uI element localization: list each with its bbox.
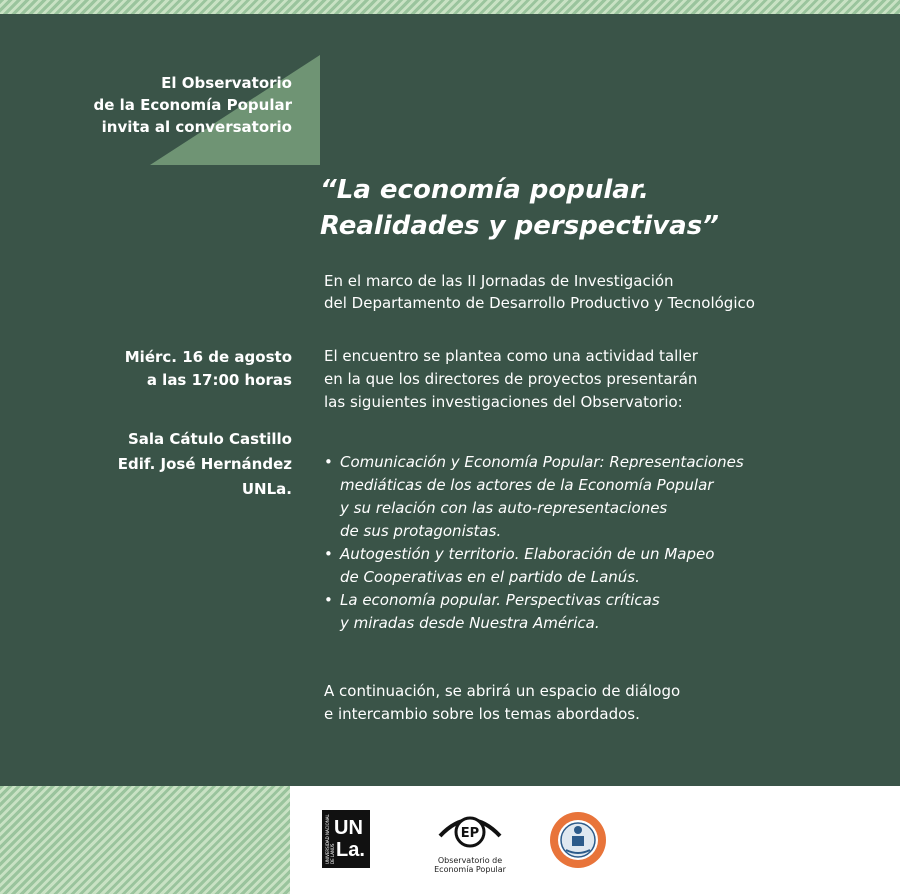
logo-footer [290,786,900,894]
closing-text [324,680,884,726]
location-line: Sala Cátulo Castillo [127,430,292,448]
location-line: Edif. José Hernández [117,455,292,473]
event-date-time [60,346,292,392]
invite-line: invita al conversatorio [101,118,292,136]
date-line: Miérc. 16 de agosto [124,348,292,366]
description-line: en la que los directores de proyectos presentarán [324,370,698,388]
closing-line: e intercambio sobre los temas abordados. [324,705,640,723]
observatorio-logo [410,806,530,886]
research-item [324,543,884,589]
research-item [324,589,884,635]
event-location [60,427,292,502]
unla-logo-side-text: UNIVERSIDAD NACIONAL DE LANÚS [325,814,335,864]
research-item [324,451,884,543]
research-line: Autogestión y territorio. Elaboración de un Mapeo [340,545,715,563]
framework-line: En el marco de las II Jornadas de Investigación [324,272,674,290]
bottom-decorative-stripe [0,786,290,894]
research-line: mediáticas de los actores de la Economía Popular [340,476,714,494]
research-line: de sus protagonistas. [340,522,502,540]
ep-caption: Observatorio de [437,856,503,865]
description-line: El encuentro se plantea como una actividad taller [324,347,698,365]
bullet-icon: • [324,453,333,471]
event-framework [324,270,884,314]
framework-line: del Departamento de Desarrollo Productivo y Tecnológico [324,294,755,312]
unla-logo-top: UN [334,817,363,839]
bullet-icon: • [324,591,333,609]
invite-line: El Observatorio [161,74,292,92]
ep-caption: Economía Popular [434,865,506,874]
invite-line: de la Economía Popular [93,96,292,114]
unla-logo-bottom: La. [336,839,365,861]
event-description [324,345,884,414]
research-line: La economía popular. Perspectivas críticas [340,591,660,609]
location-line: UNLa. [241,480,292,498]
unla-logo [322,810,370,868]
top-decorative-stripe [0,0,900,14]
research-list [324,451,884,635]
closing-line: A continuación, se abrirá un espacio de diálogo [324,682,681,700]
title-line: “La economía popular. [320,175,649,205]
research-line: y miradas desde Nuestra América. [340,614,600,632]
event-title [320,172,880,244]
seal-logo-icon [548,810,608,870]
time-line: a las 17:00 horas [146,371,292,389]
eye-icon [410,806,530,856]
research-line: de Cooperativas en el partido de Lanús. [340,568,640,586]
research-line: y su relación con las auto-representaciones [340,499,668,517]
research-line: Comunicación y Economía Popular: Representaciones [340,453,744,471]
title-line: Realidades y perspectivas” [320,211,719,241]
invitation-header [40,72,292,138]
bullet-icon: • [324,545,333,563]
ep-mark: EP [460,826,480,841]
description-line: las siguientes investigaciones del Observatorio: [324,393,683,411]
